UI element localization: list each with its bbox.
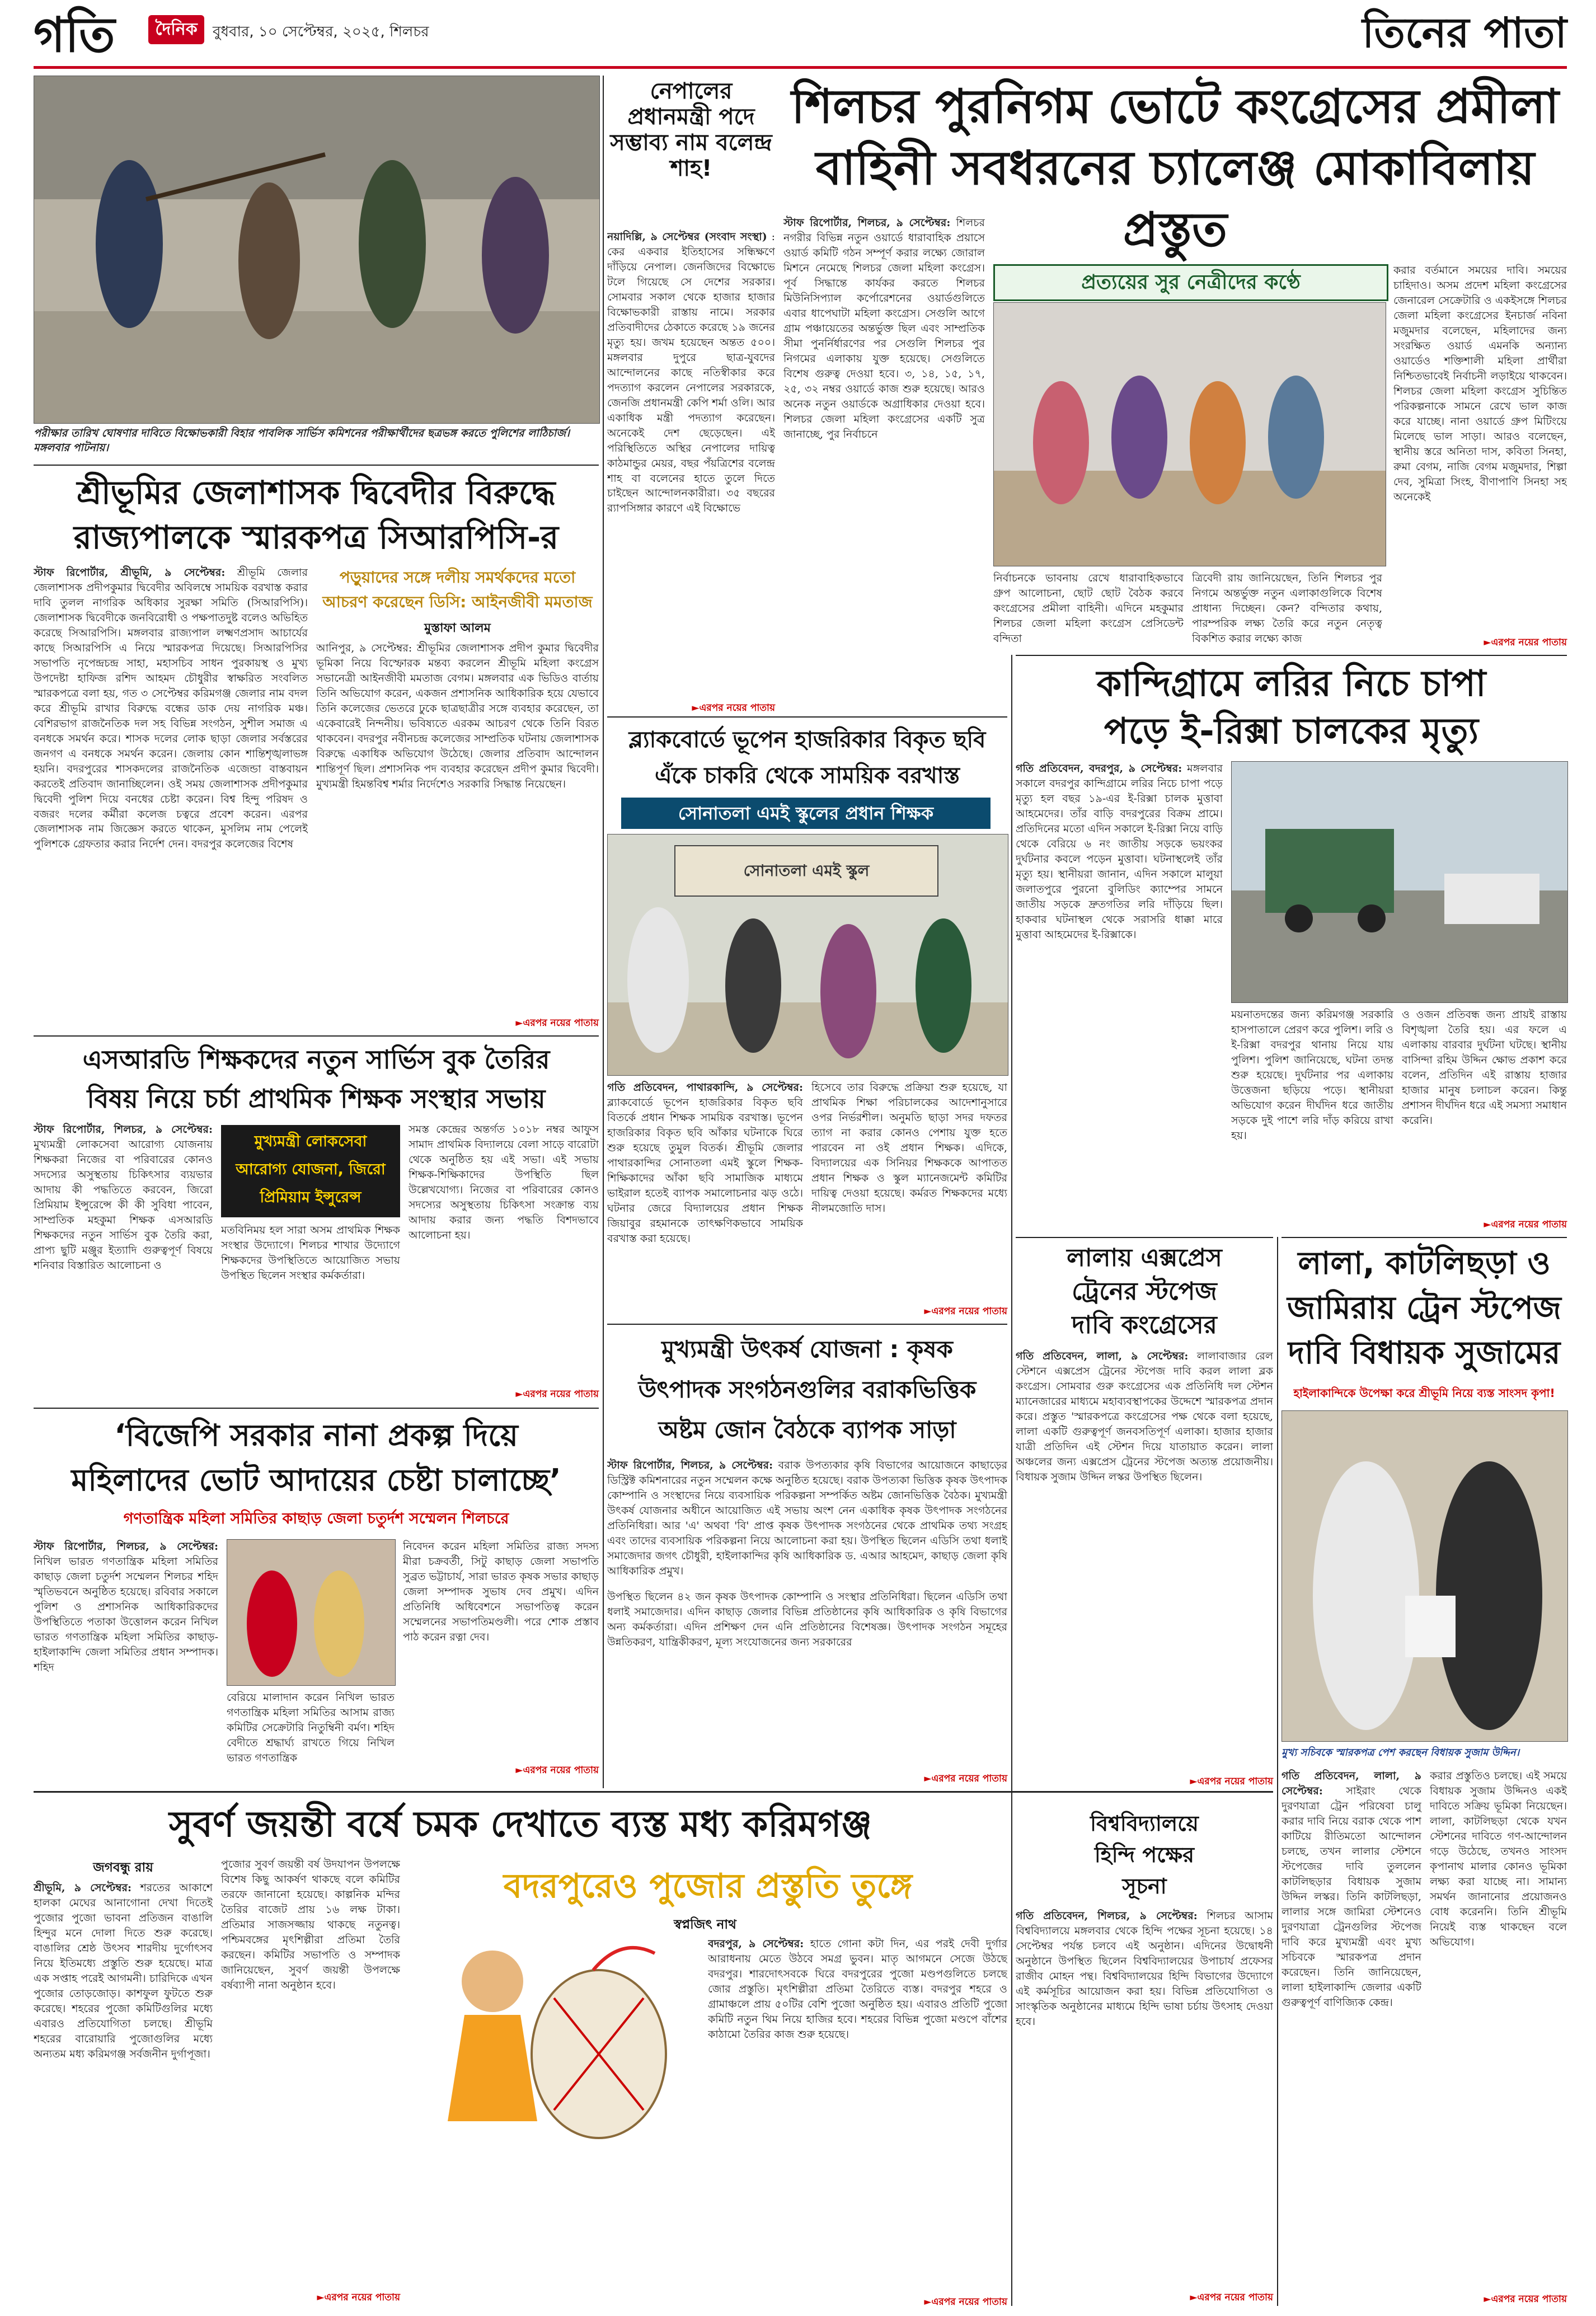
krishak-byline: স্টাফ রিপোর্টার, শিলচর, ৯ সেপ্টেম্বর: — [607, 1459, 773, 1471]
divider-5 — [607, 1324, 1007, 1325]
sribhumi-headline-line2: রাজ্যপালকে স্মারকপত্র সিআরপিসি-র — [73, 518, 559, 556]
bhupen-col2: হিসেবে তার বিরুদ্ধে প্রক্রিয়া শুরু হয়েছে, যা প্রাথমিক শিক্ষা পরিচালকের আদেশানুসারে ওপর নির্ভরশীল। অনুমতি ছাড়া সদর দফতর ত্যাগ না করার কোনও পেশায় যুক্ত হতে পারবেন না ওই প্রধান শিক্ষক। এদিকে, বিদ্যালয়ের এক সিনিয়র শিক্ষককে আপাতত প্রধান শিক্ষক ও স্কুল ম্যানেজমেন্ট কমিটির দায়িত্ব দেওয়া হয়েছে। কর্মরত শিক্ষকদের মধ্যে নীলমজোতি দাস। — [811, 1081, 1007, 1215]
sribhumi-sub-author: মুস্তাফা আলম — [424, 621, 491, 635]
main-col1-text: শিলচর নগরীর বিভিন্ন নতুন ওয়ার্ডে ধারাবাহিক প্রয়াসে ওয়ার্ড কমিটি গঠন সম্পূর্ণ করার লক্ষ্যে জোরাল মিশনে নেমেছে শিলচর জেলা মহিলা কংগ্রেস। পূর্ব সিদ্ধান্তে কার্যকর করতে শিলচর মিউনিসিপ্যাল কর্পোরেশনের ওয়ার্ডগুলিতে এবার ধাপেঘাটা মহিলা কংগ্রেস। সেগুলি আগে গ্রাম পঞ্চায়েতের অন্তর্ভুক্ত ছিল এবং সাম্প্রতিক সীমা পুনর্নির্ধারণের পর সেগুলি শিলচর পুর নিগমের এলাকায় যুক্ত হয়েছে। সেগুলিতে বিশেষ গুরুত্ব দেওয়া হবে। ৩, ১৪, ১৫, ১৭, ২৫, ৩২ নম্বর ওয়ার্ডে কাজ শুরু হয়েছে। আরও অনেক নতুন ওয়ার্ডকে অগ্রাধিকার দেওয়া হবে। শিলচর জেলা মহিলা কংগ্রেসের একটি সুত্র জানাচ্ছে, পুর নির্বাচনে — [783, 217, 985, 440]
nepal-headline: নেপালের প্রধানমন্ত্রী পদে সম্ভাব্য নাম বলেন্দ্র শাহ! — [610, 78, 772, 181]
badarpur-body — [708, 1937, 1007, 2295]
krishak-headline-line1: মুখ্যমন্ত্রী উৎকর্ষ যোজনা : কৃষক — [661, 1335, 953, 1363]
conference-photo — [227, 1539, 396, 1686]
krishak-headline-line3: অষ্টম জোন বৈঠকে ব্যাপক সাড়া — [658, 1416, 956, 1443]
lala-continued: ►এরপর নয়ের পাতায় — [1190, 1776, 1273, 1787]
badarpur-author: স্বপ্নজিৎ নাথ — [674, 1918, 736, 1932]
stoppage-col1-body — [1282, 1769, 1421, 2295]
puja-col2: পুজোর সুবর্ণ জয়ন্তী বর্ষ উদযাপন উপলক্ষে বিশেষ কিছু আকর্ষণ থাকছে বলে কমিটির তরফে জানানো হয়েছে। কাল্পনিক মন্দির তৈরির বাজেট প্রায় ১৬ লক্ষ টাকা। প্রতিমার সাজসজ্জায় থাকছে নতুনত্ব। পশ্চিমবঙ্গের মৃৎশিল্পীরা প্রতিমা তৈরি করছেন। কমিটির সভাপতি ও সম্পাদক জানিয়েছেন, সুবর্ণ জয়ন্তী উপলক্ষে বর্ষব্যাপী নানা অনুষ্ঠান হবে। — [221, 1858, 400, 1991]
badarpur-headline: বদরপুরেও পুজোর প্রস্তুতি তুঙ্গে — [503, 1867, 913, 1906]
sard-box-line1: মুখ্যমন্ত্রী লোকসেবা — [254, 1133, 367, 1150]
kandigram-col2: ময়নাতদন্তের জন্য করিমগঞ্জ সরকারি হাসপাতালে প্রেরণ করে পুলিশ। লরি ও ই-রিক্সা বদরপুর থানায় নিয়ে যায় পুলিশ। পুলিশ জানিয়েছে, ঘটনা তদন্ত শুরু হয়েছে। দুর্ঘটনার পর এলাকায় উত্তেজনা ছড়িয়ে পড়ে। স্থানীয়রা অভিযোগ করেন দীর্ঘদিন ধরে জাতীয় সড়কে দুই পাশে লরি দাঁড় করিয়ে রাখা হয়। — [1231, 1009, 1393, 1142]
sard-boxed-heading — [221, 1125, 400, 1217]
nepal-text: : কের একবার ইতিহাসের সন্ধিক্ষণে দাঁড়িয়ে নেপাল। জেনজিদের বিক্ষোভে টলে গিয়েছে সে দেশের সরকার। সোমবার সকাল থেকে হাজার হাজার বিক্ষোভকারী রাস্তায় নামে। সরকার প্রতিবাদীদের ঠেকাতে করেছে ১৯ জনের মৃত্যু হয়। জখম হয়েছেন অন্তত ৫০০। মঙ্গলবার দুপুরে ছাত্র-যুবদের আন্দোলনের কাছে নতিস্বীকার করে পদত্যাগ করলেন নেপালের সরকারকে, জেনজি প্রধানমন্ত্রী কেপি শর্মা ওলি। আর একাধিক মন্ত্রী পদত্যাগ করেছেন। অনেকেই দেশ ছেড়েছেন। এই পরিস্থিতিতে অস্থির নেপালের দায়িত্ব কাঠমান্ডুর মেয়র, বছর পঁয়ত্রিশের বলেন্দ্র শাহ বা বলেনের হাতে তুলে দিতে চাইছেন আন্দোলনকারীরা। ৩৫ বছরের র‍্যাপসিঙ্গার কারণে এই বিক্ষোভে — [607, 231, 775, 515]
hindi-headline-line1: বিশ্ববিদ্যালয়ে — [1090, 1811, 1199, 1836]
section-title: তিনের পাতা — [1362, 9, 1567, 57]
puja-headline: সুবর্ণ জয়ন্তী বর্ষে চমক দেখাতে ব্যস্ত মধ্য করিমগঞ্জ — [169, 1804, 872, 1845]
main-col2: নির্বাচনকে ভাবনায় রেখে ধারাবাহিকভাবে গ্রুপ আলোচনা, ছোট ছোট বৈঠক করবে কংগ্রেসের প্রমীলা বাহিনী। এদিনে মহকুমার শিলচর জেলা মহিলা কংগ্রেস প্রেসিডেন্ট বন্দিতা — [993, 572, 1184, 645]
kandigram-headline-line2: পড়ে ই-রিক্সা চালকের মৃত্যু — [1104, 711, 1479, 752]
column-rule-2 — [1011, 655, 1012, 2306]
sard-box-line3: প্রিমিয়াম ইন্সুরেন্স — [260, 1189, 362, 1206]
hindi-body — [1016, 1909, 1273, 2289]
badarpur-continued: ►এরপর নয়ের পাতায় — [924, 2296, 1007, 2308]
stoppage-headline-line1: লালা, কাটলিছড়া ও — [1298, 1245, 1551, 1282]
lala-byline: গতি প্রতিবেদন, লালা, ৯ সেপ্টেম্বর: — [1016, 1350, 1189, 1362]
bhupen-continued: ►এরপর নয়ের পাতায় — [924, 1306, 1007, 1317]
puja-byline: শ্রীভূমি, ৯ সেপ্টেম্বর: — [34, 1882, 132, 1894]
bhupen-headline-line1: ব্ল্যাকবোর্ডে ভূপেন হাজরিকার বিকৃত ছবি — [628, 727, 986, 753]
bhupen-col1 — [607, 1080, 803, 1315]
sard-col1-text: মুখ্যমন্ত্রী লোকসেবা আরোগ্য যোজনায় শিক্ষকরা নিজের বা পরিবারের কোনও সদস্যের অসুস্থতায় চিকিৎসার ব্যয়ভার আদায় কী পদ্ধতিতে করবেন, জিরো প্রিমিয়াম ইন্সুরেন্সে কী কী সুবিধা পাবেন, সাম্প্রতিক মহকুমা শিক্ষক এসআরডি শিক্ষকদের নতুন সার্ভিস বুক তৈরি করা, প্রাপ্য ছুটি মঞ্জুর ইত্যাদি গুরুত্বপূর্ণ বিষয়ে শনিবার বিস্তারিত আলোচনা ও — [34, 1138, 213, 1272]
bjp-continued: ►এরপর নয়ের পাতায় — [515, 1765, 599, 1776]
divider-4 — [34, 1035, 599, 1037]
sribhumi-continued: ►এরপর নয়ের পাতায় — [515, 1018, 599, 1029]
stoppage-byline: গতি প্রতিবেদন, লালা, ৯ সেপ্টেম্বর: — [1282, 1770, 1421, 1797]
bhupen-subhead: সোনাতলা এমই স্কুলের প্রধান শিক্ষক — [621, 798, 991, 829]
lala-headline-line3: দাবি কংগ্রেসের — [1072, 1311, 1217, 1339]
stoppage-continued: ►এরপর নয়ের পাতায় — [1484, 2294, 1567, 2305]
badarpur-text: হাতে গোনা কটা দিন, এর পরই দেবী দুর্গার আরাধনায় মেতে উঠবে সমগ্র ভুবন। মাতৃ আগমনে সেজে উঠছে বদরপুর। শারদোৎসবকে ঘিরে বদরপুরের পুজো মণ্ডপগুলিতে চলছে জোর প্রস্তুতি। মৃৎশিল্পীরা প্রতিমা তৈরিতে ব্যস্ত। বদরপুর শহরে ও গ্রামাঞ্চলে প্রায় ৫০টির বেশি পুজো অনুষ্ঠিত হয়। এবারও প্রতিটি পুজো কমিটি নতুন থিম নিয়ে হাজির হবে। শহরের বিভিন্ন পুজো মণ্ডপে বাঁশের কাঠামো তৈরির কাজ শুরু হয়েছে। — [708, 1938, 1007, 2041]
sard-headline-line1: এসআরডি শিক্ষকদের নতুন সার্ভিস বুক তৈরির — [82, 1044, 550, 1075]
main-box-heading: প্রত্যয়ের সুর নেত্রীদের কণ্ঠে — [993, 264, 1388, 301]
lala-headline-line1: লালায় এক্সপ্রেস — [1067, 1244, 1222, 1272]
bjp-col2: নিবেদন করেন মহিলা সমিতির রাজ্য সদস্য মীরা চক্রবর্তী, সিটু কাছাড় জেলা সভাপতি সুব্রত ভট্টাচার্য, সারা ভারত কৃষক সভার কাছাড় জেলা সম্পাদক সুভাষ দেব প্রমুখ। এদিন প্রতিনিধি অধিবেশনে সভাপতিত্ব করেন সম্মেলনের সভাপতিমণ্ডলী। পরে শোক প্রস্তাব পাঠ করেন রত্না দেব। — [403, 1540, 599, 1643]
memorandum-caption: মুখ্য সচিবকে স্মারকপত্র পেশ করছেন বিধায়ক সুজাম উদ্দিন। — [1282, 1747, 1520, 1759]
hindi-byline: গতি প্রতিবেদন, শিলচর, ৯ সেপ্টেম্বর: — [1016, 1910, 1198, 1922]
krishak-col2: উপস্থিত ছিলেন ৪২ জন কৃষক উৎপাদক কোম্পানি ও সংস্থার প্রতিনিধিরা। ছিলেন এডিসি তথা ধলাই সমাজেদার। এদিন কাছাড় জেলার বিভিন্ন প্রতিষ্ঠানের কৃষি আধিকারিক ও কৃষি বিভাগের অন্য কর্মকর্তারা। এদিন প্রশিক্ষণ দেন এনি প্রতিষ্ঠানের বিশেষজ্ঞ। উৎপাদক সংগঠন সমূহের উন্নতিকরণ, যান্ত্রিকীকরণ, মূল্য সংযোজনের জন্য সরকারের — [607, 1591, 1007, 1648]
logo-badge: দৈনিক — [148, 15, 204, 44]
hindi-text: শিলচর আসাম বিশ্ববিদ্যালয়ে মঙ্গলবার থেকে হিন্দি পক্ষের সূচনা হয়েছে। ১৪ সেপ্টেম্বর পর্যন্ত চলবে এই অনুষ্ঠান। এদিনের উদ্বোধনী অনুষ্ঠানে উপস্থিত ছিলেন বিশ্ববিদ্যালয়ের উপাচার্য প্রফেসর রাজীব মোহন পন্থ। বিশ্ববিদ্যালয়ের হিন্দি বিভাগের উদ্যোগে এই কর্মসূচির আয়োজন করা হয়। বিভিন্ন প্রতিযোগিতা ও সাংস্কৃতিক অনুষ্ঠানের মাধ্যমে হিন্দি ভাষা চর্চায় উৎসাহ দেওয়া হবে। — [1016, 1910, 1273, 2028]
leaders-photo — [993, 302, 1386, 566]
bjp-col1-text: নিখিল ভারত গণতান্ত্রিক মহিলা সমিতির কাছাড় জেলা চতুর্দশ সম্মেলন শিলচর শহিদ স্মৃতিভবনে অনুষ্ঠিত হয়েছে। রবিবার সকালে পুলিশ ও প্রশাসনিক আধিকারিকদের উপস্থিতিতে পতাকা উত্তোলন করেন নিখিল ভারত গণতান্ত্রিক মহিলা সমিতির কাছাড়-হাইলাকান্দি জেলা সমিতির প্রধান সম্পাদক। শহিদ — [34, 1555, 218, 1673]
sribhumi-text: শ্রীভূমি জেলার জেলাশাসক প্রদীপকুমার দ্বিবেদীর অবিলম্বে সাময়িক বরখাস্ত করার দাবি তুলল নাগরিক অধিকার সুরক্ষা সমিতি (সিআরপিসি)। জেলাশাসক দ্বিবেদীকে জনবিরোধী ও পক্ষপাতদুষ্ট বলেও অভিহিত করেছে সিআরপিসি। মঙ্গলবার রাজ্যপাল লক্ষ্মণপ্রসাদ আচার্যের কাছে সিআরপিসি এ নিয়ে স্মারকপত্র দিয়েছে। সিআরপিসির সভাপতি নৃপেন্দ্রচন্দ্র সাহা, মহাসচিব সাধন পুরকায়স্থ ও মুখ্য উপদেষ্টা হাফিজ রশিদ আহমদ চৌধুরীর স্বাক্ষরিত সংবলিত স্মারকপত্রে বলা হয়, গত ৩ সেপ্টেম্বর করিমগঞ্জ জেলার নাম বদল করে শ্রীভূমি রাখার বিরুদ্ধে বন্ধের ডাক দেয় নাগরিক মঞ্চ। বেশিরভাগ রাজনৈতিক দল সহ বিভিন্ন সংগঠন, সুশীল সমাজ এ বনধকে সমর্থন করে। শাসক দলের লোক ছাড়া জেলার সর্বস্তরের জনগণ এ বনধকে সমর্থন করেন। জেলায় কোন শান্তিশৃঙ্খলাভঙ্গ হয়নি। বদরপুরের শাসকদলের রাজনৈতিক এজেন্ডা বাস্তবায়ন করতেই প্রতিবাদ জানাচ্ছিলেন। ওই সময় জেলাশাসক প্রদীপকুমার দ্বিবেদী পুলিশ দিয়ে বনধের চেষ্টা করেন। বিশ্ব হিন্দু পরিষদ ও বজরং দলের কর্মীরা কলেজ চত্বরে প্রবেশ করেন। এরপর জেলাশাসক নাম জিজ্ঞেস করতে থাকেন, মুসলিম নাম পেলেই পুলিশকে গ্রেফতার করার নির্দেশ দেন। বদরপুর কলেজের বিশেষ — [34, 566, 308, 851]
stoppage-headline-line3: দাবি বিধায়ক সুজামের — [1288, 1335, 1561, 1371]
column-rule-1 — [603, 76, 604, 1788]
stoppage-subhead: হাইলাকান্দিকে উপেক্ষা করে শ্রীভূমি নিয়ে ব্যস্ত সাংসদ কৃপা! — [1293, 1386, 1555, 1400]
sard-byline: স্টাফ রিপোর্টার, শিলচর, ৯ সেপ্টেম্বর: — [34, 1123, 213, 1136]
divider-8 — [34, 1408, 599, 1409]
bjp-headline-line1: ‘বিজেপি সরকার নানা প্রকল্প দিয়ে — [114, 1418, 518, 1453]
krishak-continued: ►এরপর নয়ের পাতায় — [924, 1773, 1007, 1784]
stoppage-col1-text: সাইরাং থেকে দুরণযাত্রা ট্রেন পরিষেবা চালু করার দাবি নিয়ে বরাক থেকে পাশ কাটিয়ে রীতিমতো আন্দোলন চলছে, তখন লালার স্টেশনে স্টপেজের দাবি তুললেন কাটলিছড়ার বিধায়ক সুজাম উদ্দিন লস্কর। তিনি কাটলিছড়া, লালার সঙ্গে জামিরা স্টেশনেও দুরণযাত্রা ট্রেনগুলির স্টপেজ দাবি করে মুখ্যমন্ত্রী এবং মুখ্য সচিবকে স্মারকপত্র প্রদান করেছেন। তিনি জানিয়েছেন, লালা হাইলাকান্দি জেলার একটি গুরুত্বপূর্ণ বাণিজ্যিক কেন্দ্র। — [1282, 1784, 1421, 2009]
kandigram-continued: ►এরপর নয়ের পাতায় — [1484, 1219, 1567, 1230]
puja-continued: ►এরপর নয়ের পাতায় — [317, 2292, 400, 2303]
sard-col1 — [34, 1122, 213, 1396]
hindi-headline-line3: সূচনা — [1122, 1874, 1167, 1898]
protest-photo-caption: পরীক্ষার তারিখ ঘোষণার দাবিতে বিক্ষোভকারী বিহার পাবলিক সার্ভিস কমিশনের পরীক্ষার্থীদের ছত্রভঙ্গ করতে পুলিশের লাঠিচার্জ। মঙ্গলবার পাটনায়। — [34, 427, 570, 454]
masthead — [34, 8, 1567, 64]
accident-photo — [1231, 761, 1568, 1003]
main-continued: ►এরপর নয়ের পাতায় — [1484, 637, 1567, 648]
protest-photo — [34, 76, 600, 424]
hindi-continued: ►এরপর নয়ের পাতায় — [1190, 2292, 1273, 2303]
divider-6 — [1016, 1237, 1273, 1238]
puja-author: জগবন্ধু রায় — [93, 1860, 153, 1875]
sribhumi-subhead-line2: আচরণ করেছেন ডিসি: আইনজীবী মমতাজ — [322, 593, 593, 611]
kandigram-byline: গতি প্রতিবেদন, বদরপুর, ৯ সেপ্টেম্বর: — [1016, 762, 1182, 775]
kandigram-col3: ও ওজন প্রতিবন্ধ জন্য প্রায়ই রাস্তায় বিশৃঙ্খলা তৈরি হয়। এর ফলে এ এলাকায় বারবার দুর্ঘটনা ঘটছে। স্থানীয় বাসিন্দা রহিম উদ্দিন ক্ষোভ প্রকাশ করে বলেন, প্রতিদিন এই রাস্তায় হাজার হাজার মানুষ চলাচল করেন। কিন্তু প্রশাসন দীর্ঘদিন ধরে এই সমস্যা সমাধান করেনি। — [1402, 1009, 1567, 1127]
puja-col1-text: শরতের আকাশে হালকা মেঘের আনাগোনা দেখা দিতেই পুজোর পুজো ভাবনা প্রতিজন বাঙালি হিন্দুর মনে দোলা দিতে শুরু করেছে। বাঙালির শ্রেষ্ঠ উৎসব শারদীয় দুর্গোৎসব নিয়ে ইতিমধ্যে প্রস্তুতি শুরু হয়েছে। মাত্র এক সপ্তাহ পরেই আগমনী। চারিদিকে এখন পুজোর তোড়জোড়। কাশফুল ফুটতে শুরু করেছে। শহরের পুজো কমিটিগুলির মধ্যে এবারও প্রতিযোগিতা চলছে। শ্রীভূমি শহরের বারোয়ারি পুজোগুলির মধ্যে অন্যতম মধ্য করিমগঞ্জ সর্বজনীন দুর্গাপূজা। — [34, 1882, 213, 2060]
dateline: বুধবার, ১০ সেপ্টেম্বর, ২০২৫, শিলচর — [213, 24, 429, 40]
sribhumi-body — [34, 565, 308, 1013]
lala-headline-line2: ট্রেনের স্টপেজ — [1072, 1277, 1217, 1306]
sribhumi-subhead — [316, 565, 599, 616]
puja-col1 — [34, 1881, 213, 2289]
main-byline: স্টাফ রিপোর্টার, শিলচর, ৯ সেপ্টেম্বর: — [783, 217, 951, 229]
bjp-headline-line2: মহিলাদের ভোট আদায়ের চেষ্টা চালাচ্ছে’ — [71, 1462, 561, 1498]
masthead-rule — [34, 66, 1567, 69]
nepal-continued: ►এরপর নয়ের পাতায় — [692, 702, 775, 714]
divider-2 — [607, 716, 1007, 718]
divider-1 — [34, 465, 599, 466]
divider-7 — [1282, 1237, 1567, 1238]
sard-col3: সমস্ত কেন্দ্রের অন্তর্গত ১০১৮ নম্বর আফুস সামাদ প্রাথমিক বিদ্যালয়ে বেলা সাড়ে বারোটা থেকে অনুষ্ঠিত হয় এই সভা। এই সভায় শিক্ষক-শিক্ষিকাদের উপস্থিতি ছিল উল্লেখযোগ্য। নিজের বা পরিবারের কোনও সদস্যের অসুস্থতায় চিকিৎসা সংক্রান্ত ব্যয় আদায় করার জন্য পদ্ধতি বিশদভাবে আলোচনা হয়। — [409, 1123, 599, 1241]
sribhumi-subhead-line1: পড়ুয়াদের সঙ্গে দলীয় সমর্থকদের মতো — [339, 568, 576, 587]
sard-box-line2: আরোগ্য যোজনা, জিরো — [236, 1161, 386, 1178]
bhupen-byline: গতি প্রতিবেদন, পাথারকান্দি, ৯ সেপ্টেম্বর: — [607, 1081, 803, 1094]
main-col1 — [783, 215, 985, 646]
bjp-col3: বেরিয়ে মালাদান করেন নিখিল ভারত গণতান্ত্রিক মহিলা সমিতির আসাম রাজ্য কমিটির সেক্রেটারি নিতুম্বিনী বর্মণ। শহিদ বেদীতে শ্রদ্ধার্ঘ্য রাখতে গিয়ে নিখিল ভারত গণতান্ত্রিক — [227, 1691, 395, 1764]
school-photo — [607, 834, 1008, 1076]
nepal-body — [607, 229, 775, 700]
bjp-col1 — [34, 1539, 218, 1780]
badarpur-byline: বদরপুর, ৯ সেপ্টেম্বর: — [708, 1938, 804, 1950]
krishak-col1-text: বরাক উপত্যকার কৃষি বিভাগের আয়োজনে কাছাড়ের ডিস্ট্রিক্ট কমিশনারের নতুন সম্মেলন কক্ষে অনুষ্ঠিত হয়েছে। বরাক উপত্যকা ভিত্তিক কৃষক উৎপাদক কোম্পানি ও সংস্থাদের নিয়ে ব্যবসায়িক পরিকল্পনা সম্পর্কিত অষ্টম জোনভিত্তিক বৈঠক। মুখ্যমন্ত্রী উৎকর্ষ যোজনার অধীনে আয়োজিত এই সভায় অংশ নেন একাধিক কৃষক উৎপাদক সংগঠনের প্রতিনিধিরা। আর 'এ' অথবা 'বি' প্রাপ্ত কৃষক উৎপাদক সংগঠনের থেকে প্রাথমিক তথ্য সংগ্রহ এবং তাদের ব্যবসায়িক পরিকল্পনা নিয়ে আলোচনা করা হয়। উপস্থিত ছিলেন এডিসি তথা ধলাই সমাজেদার জগৎ চৌধুরী, হাইলাকান্দির কৃষি আধিকারিক ড. এআর আহমেদ, কাছাড় জেলা কৃষি আধিকারিক প্রমুখ। — [607, 1459, 1007, 1577]
main-col3: ত্রিবেদী রায় জানিয়েছেন, তিনি শিলচর পুর নিগমে অন্তর্ভুক্ত নতুন এলাকাগুলিকে বিশেষ প্রাধান্য দিচ্ছেন। কেন? বন্দিতার কথায়, পারম্পরিক লক্ষ্য তৈরি করে নতুন নেতৃত্ব বিকশিত করার লক্ষ্যে কাজ — [1192, 572, 1382, 645]
main-headline-line2: বাহিনী সবধরনের চ্যালেঞ্জ মোকাবিলায় প্রস্তুত — [815, 140, 1535, 257]
main-headline-line1: শিলচর পুরনিগম ভোটে কংগ্রেসের প্রমীলা — [791, 79, 1559, 134]
memorandum-photo — [1282, 1410, 1568, 1742]
nepal-dateline: নয়াদিল্লি, ৯ সেপ্টেম্বর (সংবাদ সংস্থা) — [607, 231, 767, 243]
bhupen-headline-line2: এঁকে চাকরি থেকে সাময়িক বরখাস্ত — [654, 763, 960, 789]
sard-headline-line2: বিষয় নিয়ে চর্চা প্রাথমিক শিক্ষক সংস্থার সভায় — [87, 1084, 546, 1114]
divider-3 — [1016, 655, 1567, 656]
krishak-col1 — [607, 1458, 1007, 1587]
bhupen-col1-text: ব্ল্যাকবোর্ডে ভূপেন হাজরিকার বিকৃত ছবি বিতর্কে প্রধান শিক্ষক সাময়িক বরখাস্ত। ভূপেন হাজরিকার বিকৃত ছবি আঁকার ঘটনাকে ঘিরে শুরু হয়েছে তুমুল বিতর্ক। শ্রীভূমি জেলার পাথারকান্দির সোনাতলা এমই স্কুলে শিক্ষক-শিক্ষিকাদের আঁকা ছবি সামাজিক মাধ্যমে ভাইরাল হতেই ব্যাপক সমালোচনার ঝড় ওঠে। ঘটনার জেরে বিদ্যালয়ের প্রধান শিক্ষক জিয়াবুর রহমানকে তাৎক্ষণিকভাবে সাময়িক বরখাস্ত করা হয়েছে। — [607, 1096, 803, 1245]
sribhumi-headline-line1: শ্রীভূমির জেলাশাসক দ্বিবেদীর বিরুদ্ধে — [77, 473, 556, 512]
sribhumi-byline: স্টাফ রিপোর্টার, শ্রীভূমি, ৯ সেপ্টেম্বর: — [34, 566, 226, 579]
bjp-byline: স্টাফ রিপোর্টার, শিলচর, ৯ সেপ্টেম্বর: — [34, 1540, 218, 1553]
stoppage-col2: করার প্রস্তুতিও চলছে। এই সময়ে বিধায়ক সুজাম উদ্দিনও একই দাবিতে সক্রিয় ভূমিকা নিয়েছেন। লালা, কাটলিছড়া থেকে যখন স্টেশনের দাবিতে গণ-আন্দোলন গড়ে উঠেছে, তখনও সাংসদ কৃপানাথ মালার কোনও ভূমিকা লক্ষ্য করা যাচ্ছে না। সামান্য সমর্থন জানানোর প্রয়োজনও বোধ করেননি। তিনি শ্রীভূমি নিয়েই ব্যস্ত থাকছেন বলে অভিযোগ। — [1430, 1770, 1567, 1948]
divider-9 — [34, 1791, 1273, 1793]
sard-continued: ►এরপর নয়ের পাতায় — [515, 1389, 599, 1400]
kandigram-col1 — [1016, 761, 1223, 1231]
lala-text: লালাবাজার রেল স্টেশনে এক্সপ্রেস ট্রেনের স্টপেজ দাবি করল লালা ব্লক কংগ্রেস। সোমবার গুরু কংগ্রেসের এক প্রতিনিধি দল স্টেশন ম্যানেজারের মাধ্যমে মহাব্যবস্থাপকের উদ্দেশে স্মারকপত্র প্রদান করে। প্রস্তুত 'স্মারকপত্রে কংগ্রেসের পক্ষ থেকে বলা হয়েছে, লালা একটি গুরুত্বপূর্ণ জনবসতিপূর্ণ এলাকা। হাজার হাজার যাত্রী প্রতিদিন এই স্টেশন দিয়ে যাতায়াত করেন। লালা অঞ্চলের জন্য এক্সপ্রেস ট্রেনের স্টপেজ অত্যন্ত প্রয়োজনীয়। বিধায়ক সুজাম উদ্দিন লস্কর উপস্থিত ছিলেন। — [1016, 1350, 1273, 1483]
kandigram-col1-text: মঙ্গলবার সকালে বদরপুর কান্দিগ্রামে লরির নিচে চাপা পড়ে মৃত্যু হল বছর ১৯-এর ই-রিক্সা চালক মুত্তাবা আহমেদের। তাঁর বাড়ি বদরপুরের বিক্রম প্রামে। প্রতিদিনের মতো এদিন সকালে ই-রিক্সা নিয়ে বাড়ি থেকে বেরিয়ে ৬ নং জাতীয় সড়কে ভয়ংকর দুর্ঘটনার কবলে পড়েন মুত্তাবা। ঘটনাস্থলেই তাঁর মৃত্যু হয়। স্থানীয়রা জানান, এদিন সকালে মালুয়া জলাতপুরে পুরনো বুলিডিং ক্যাম্পের সামনে জাতীয় সড়কে দ্রুতগতির লরি দাঁড়িয়ে ছিল। হাকবার ঘটনাস্থল থেকে সরাসরি ধাক্কা মারে মুত্তাবা আহমেদের ই-রিক্সাকে। — [1016, 762, 1223, 941]
column-rule-3 — [1277, 1237, 1278, 2306]
bjp-subhead: গণতান্ত্রিক মহিলা সমিতির কাছাড় জেলা চতুর্দশ সম্মেলন শিলচরে — [123, 1510, 509, 1527]
lala-body — [1016, 1349, 1273, 1774]
dhak-illustration — [409, 1937, 700, 2160]
school-sign: সোনাতলা এমই স্কুল — [743, 861, 870, 880]
sribhumi-sub-body: আনিপুর, ৯ সেপ্টেম্বর: শ্রীভূমির জেলাশাসক প্রদীপ কুমার দ্বিবেদীর ভূমিকা নিয়ে বিস্ফোরক মন্তব্য করলেন শ্রীভূমি মহিলা কংগ্রেস সভানেত্রী আইনজীবী মমতাজ বেগম। মঙ্গলবার এক ভিডিও বার্তায় তিনি অভিযোগ করেন, একজন প্রশাসনিক আধিকারিক হয়ে যেভাবে তিনি কলেজের ভেতরে ঢুকে ছাত্রছাত্রীর সঙ্গে ব্যবহার করেছেন, তা একেবারেই নিন্দনীয়। ভবিষ্যতে এরকম আচরণ থেকে তিনি বিরত থাকবেন। বদরপুর নবীনচন্দ্র কলেজের সাম্প্রতিক ঘটনায় জেলাশাসক বিরুদ্ধে একাধিক অভিযোগ উঠেছে। জেলার প্রতিবাদ আন্দোলন শান্তিপূর্ণ ছিল। প্রশাসনিক পদ ব্যবহার করেছেন প্রদীপ কুমার দ্বিবেদী। মুখ্যমন্ত্রী হিমন্তবিশ্ব শর্মার নির্দেশেও সরকারি সিদ্ধান্ত নিয়েছেন। — [316, 642, 599, 790]
krishak-headline-line2: উৎপাদক সংগঠনগুলির বরাকভিত্তিক — [638, 1376, 977, 1403]
hindi-headline-line2: হিন্দি পক্ষের — [1094, 1843, 1195, 1867]
stoppage-headline-line2: জামিরায় ট্রেন স্টপেজ — [1287, 1290, 1561, 1326]
main-col4: করার বর্তমানে সময়ের দাবি। সময়ের চাহিদাও। অসম প্রদেশ মহিলা কংগ্রেসের জেনারেল সেক্রেটারি ও একইসঙ্গে শিলচর জেলা মহিলা কংগ্রেসের ইনচার্জ নবিনা মজুমদার বলেছেন, মহিলাদের জন্য সংরক্ষিত ওয়ার্ড এমনকি অন্যান্য ওয়ার্ডেও শক্তিশালী মহিলা প্রার্থীরা নিশ্চিতভাবেই নির্বাচনী লড়াইয়ে থাকবেন। শিলচর জেলা মহিলা কংগ্রেস সুচিন্তিত পরিকল্পনাকে সামনে রেখে ভাল কাজ করে যাচ্ছে। নানা ওয়ার্ডে গ্রুপ মিটিংয়ে মিলেছে ভাল সাড়া। আরও বলেছেন, স্থানীয় স্তরে অনিতা দাস, কবিতা সিনহা, রুমা বেগম, নাজি বেগম মজুমদার, শিল্পা দেব, সুমিত্রা সিংহ, বীণাপাণি সিনহা সহ অনেকেই — [1393, 264, 1567, 503]
kandigram-headline-line1: কান্দিগ্রামে লরির নিচে চাপা — [1096, 663, 1486, 705]
sard-col2: মতবিনিময় হল সারা অসম প্রাথমিক শিক্ষক সংস্থার উদ্যোগে। শিলচর শাখার উদ্যোগে শিক্ষকদের উপস্থিতিতে আয়োজিত সভায় উপস্থিত ছিলেন সংস্থার কর্মকর্তারা। — [221, 1224, 400, 1282]
logo: গতি — [34, 7, 115, 63]
